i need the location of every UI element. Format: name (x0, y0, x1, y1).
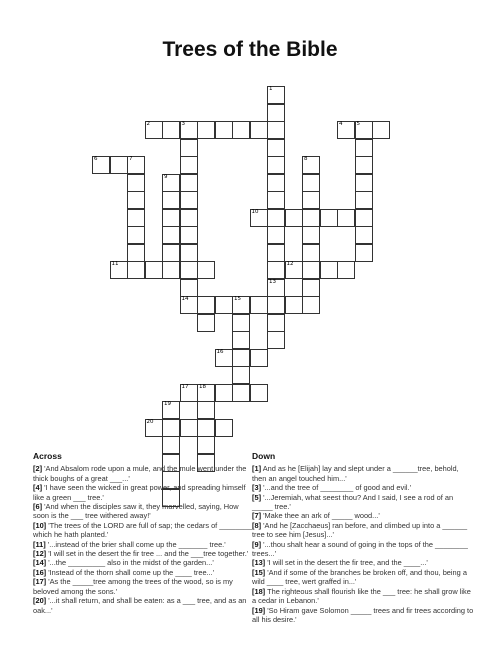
clue-item (252, 606, 474, 625)
grid-cell[interactable] (215, 384, 233, 402)
grid-cell[interactable] (302, 279, 320, 297)
grid-cell[interactable] (180, 419, 198, 437)
grid-cell[interactable] (302, 191, 320, 209)
clue-text: '...Jeremiah, what seest thou? And I said, I see a rod of an _____ tree.' (252, 492, 454, 512)
grid-cell[interactable] (180, 226, 198, 244)
grid-cell[interactable] (215, 121, 233, 139)
clue-text: '...the _________ also in the midst of the garden...' (46, 558, 214, 568)
grid-cell[interactable] (267, 104, 285, 122)
grid-cell[interactable] (355, 121, 373, 139)
clue-item (33, 558, 255, 567)
grid-cell[interactable] (302, 156, 320, 174)
clue-text: '...and the tree of ________ of good and evil.' (261, 483, 411, 493)
clue-num: [12] (33, 549, 47, 559)
grid-cell[interactable] (267, 139, 285, 157)
clue-text: 'And if some of the branches be broken off, and thou, being a wild ____ tree, wert graffed in...' (252, 567, 467, 587)
clue-text: '...it shall return, and shall be eaten: as a ___ tree, and as an oak...' (33, 596, 247, 615)
grid-cell[interactable] (267, 261, 285, 279)
clue-item (252, 493, 474, 512)
grid-cell[interactable] (180, 156, 198, 174)
grid-cell[interactable] (250, 121, 268, 139)
down-clues (252, 452, 474, 624)
clue-number: 11 (111, 261, 119, 267)
grid-cell[interactable] (267, 191, 285, 209)
clue-num: [19] (252, 605, 266, 615)
clue-number: 4 (339, 121, 343, 127)
clue-text: 'I will set in the desert the fir tree, and the ____...' (265, 558, 428, 568)
grid-cell[interactable] (127, 261, 145, 279)
clue-text: And as he [Elijah] lay and slept under a ______tree, behold, then an angel touched him...' (252, 464, 459, 483)
grid-cell[interactable] (127, 226, 145, 244)
grid-cell[interactable] (337, 209, 355, 227)
grid-cell[interactable] (162, 261, 180, 279)
grid-cell[interactable] (285, 261, 303, 279)
grid-cell[interactable] (145, 419, 163, 437)
grid-cell[interactable] (320, 261, 338, 279)
grid-cell[interactable] (302, 244, 320, 262)
clue-num: [4] (33, 483, 43, 493)
grid-cell[interactable] (250, 349, 268, 367)
grid-cell[interactable] (372, 121, 390, 139)
grid-cell[interactable] (197, 314, 215, 332)
grid-cell[interactable] (285, 209, 303, 227)
grid-cell[interactable] (267, 226, 285, 244)
grid-cell[interactable] (180, 174, 198, 192)
grid-cell[interactable] (232, 121, 250, 139)
clue-number: 15 (234, 296, 241, 302)
grid-cell[interactable] (267, 279, 285, 297)
clue-num: [14] (33, 558, 47, 568)
grid-cell[interactable] (250, 384, 268, 402)
clue-text: 'So Hiram gave Solomon _____ trees and fir trees according to all his desire.' (252, 605, 474, 624)
grid-cell[interactable] (267, 174, 285, 192)
grid-cell[interactable] (232, 349, 250, 367)
across-clue-list (33, 464, 255, 615)
clue-num: [15] (252, 567, 266, 577)
clue-text: The righteous shall flourish like the ___ tree: he shall grow like a cedar in Lebanon.' (252, 586, 471, 606)
grid-cell[interactable] (267, 314, 285, 332)
grid-cell[interactable] (232, 314, 250, 332)
clue-item (252, 521, 474, 540)
grid-cell[interactable] (250, 296, 268, 314)
grid-cell[interactable] (267, 209, 285, 227)
grid-cell[interactable] (232, 331, 250, 349)
clue-number: 16 (216, 348, 224, 355)
clue-num: [1] (252, 464, 262, 474)
clue-num: [6] (33, 502, 43, 512)
clue-text: 'And when the disciples saw it, they marvelled, saying, How soon is the ___ tree withered away!' (33, 502, 239, 521)
clue-text: 'The trees of the LORD are full of sap; the cedars of ________, which he hath planted.' (33, 520, 255, 540)
grid-cell[interactable] (197, 384, 215, 402)
clue-number: 20 (146, 418, 154, 425)
grid-cell[interactable] (180, 384, 198, 402)
grid-cell[interactable] (302, 226, 320, 244)
grid-cell[interactable] (180, 191, 198, 209)
clue-item (252, 587, 474, 606)
clue-item (252, 568, 474, 587)
clue-number: 6 (94, 156, 98, 162)
grid-cell[interactable] (285, 296, 303, 314)
clue-item (33, 502, 255, 521)
grid-cell[interactable] (355, 226, 373, 244)
down-heading: Down (252, 451, 276, 461)
grid-cell[interactable] (250, 209, 268, 227)
grid-cell[interactable] (162, 244, 180, 262)
grid-cell[interactable] (110, 156, 128, 174)
clue-item (33, 464, 255, 483)
grid-cell[interactable] (355, 209, 373, 227)
grid-cell[interactable] (92, 156, 110, 174)
grid-cell[interactable] (162, 191, 180, 209)
clue-number: 5 (356, 121, 360, 127)
grid-cell[interactable] (127, 191, 145, 209)
across-clues (33, 452, 255, 615)
grid-cell[interactable] (145, 121, 163, 139)
grid-cell[interactable] (127, 244, 145, 262)
clue-item (252, 511, 474, 520)
clue-text: 'And he [Zacchaeus] ran before, and climbed up into a ______ tree to see him [Jesus]...' (252, 520, 468, 540)
grid-cell[interactable] (267, 244, 285, 262)
grid-cell[interactable] (197, 296, 215, 314)
puzzle-title: Trees of the Bible (162, 38, 338, 61)
grid-cell[interactable] (197, 261, 215, 279)
grid-cell[interactable] (355, 174, 373, 192)
grid-cell[interactable] (232, 296, 250, 314)
clue-number: 17 (181, 383, 189, 390)
clue-number: 2 (146, 121, 150, 127)
grid-cell[interactable] (267, 156, 285, 174)
clue-item (252, 540, 474, 559)
grid-cell[interactable] (215, 296, 233, 314)
clue-num: [13] (252, 558, 266, 568)
grid-cell[interactable] (355, 191, 373, 209)
clue-item (33, 596, 255, 615)
clue-item (33, 540, 255, 549)
clue-number: 12 (286, 261, 294, 267)
clue-text: '...thou shalt hear a sound of going in the tops of the ________ trees...' (252, 539, 468, 559)
clue-number: 13 (269, 278, 276, 285)
clue-num: [3] (252, 483, 262, 493)
clue-num: [8] (252, 520, 262, 530)
grid-cell[interactable] (162, 401, 180, 419)
grid-cell[interactable] (355, 139, 373, 157)
clue-num: [20] (33, 596, 47, 606)
clue-text: 'I have seen the wicked in great power, and spreading himself like a green ___ tree.' (33, 483, 246, 502)
clue-num: [7] (252, 511, 262, 521)
clue-num: [17] (33, 577, 47, 587)
clue-num: [11] (33, 539, 46, 549)
clue-item (33, 577, 255, 596)
grid-cell[interactable] (215, 419, 233, 437)
grid-cell[interactable] (180, 261, 198, 279)
clue-num: [16] (33, 567, 47, 577)
grid-cell[interactable] (110, 261, 128, 279)
grid-cell[interactable] (267, 121, 285, 139)
across-heading: Across (33, 451, 62, 461)
grid-cell[interactable] (162, 174, 180, 192)
grid-cell[interactable] (180, 244, 198, 262)
clue-number: 7 (129, 156, 133, 162)
grid-cell[interactable] (197, 419, 215, 437)
grid-cell[interactable] (197, 401, 215, 419)
clue-number: 9 (164, 173, 168, 180)
clue-text: 'Make thee an ark of _____ wood...' (261, 511, 380, 521)
clue-item (33, 568, 255, 577)
clue-number: 19 (164, 401, 171, 407)
grid-cell[interactable] (180, 139, 198, 157)
clue-num: [18] (252, 586, 266, 596)
grid-cell[interactable] (145, 261, 163, 279)
clue-number: 3 (181, 121, 185, 127)
grid-cell[interactable] (267, 331, 285, 349)
grid-cell[interactable] (302, 174, 320, 192)
grid-cell[interactable] (355, 156, 373, 174)
clue-number: 8 (304, 156, 308, 162)
clue-num: [2] (33, 464, 43, 474)
grid-cell[interactable] (267, 296, 285, 314)
grid-cell[interactable] (302, 209, 320, 227)
grid-cell[interactable] (162, 209, 180, 227)
clue-num: [10] (33, 520, 47, 530)
grid-cell[interactable] (215, 349, 233, 367)
clue-num: [5] (252, 492, 262, 502)
clue-item (252, 483, 474, 492)
grid-cell[interactable] (180, 279, 198, 297)
grid-cell[interactable] (337, 121, 355, 139)
grid-cell[interactable] (162, 121, 180, 139)
grid-cell[interactable] (302, 261, 320, 279)
clue-number: 1 (269, 86, 273, 92)
down-clue-list (252, 464, 474, 624)
grid-cell[interactable] (337, 261, 355, 279)
clue-num: [9] (252, 539, 262, 549)
clue-text: 'And Absalom rode upon a mule, and the mule went under the thick boughs of a great ___...' (33, 464, 247, 483)
grid-cell[interactable] (162, 226, 180, 244)
grid-cell[interactable] (267, 86, 285, 104)
grid-cell[interactable] (320, 209, 338, 227)
grid-cell[interactable] (197, 121, 215, 139)
clue-number: 18 (199, 383, 206, 390)
clue-item (33, 549, 255, 558)
grid-cell[interactable] (127, 174, 145, 192)
clue-number: 14 (181, 296, 189, 302)
grid-cell[interactable] (302, 296, 320, 314)
clue-text: '...instead of the brier shall come up the _______ tree.' (45, 539, 226, 549)
grid-cell[interactable] (232, 384, 250, 402)
clue-item (33, 483, 255, 502)
grid-cell[interactable] (232, 366, 250, 384)
clue-text: 'I will set in the desert the fir tree ... and the ___tree together.' (46, 549, 249, 559)
clue-text: 'Instead of the thorn shall come up the ____ tree...' (46, 567, 215, 577)
grid-cell[interactable] (180, 296, 198, 314)
clue-item (252, 464, 474, 483)
grid-cell[interactable] (180, 121, 198, 139)
clue-item (33, 521, 255, 540)
grid-cell[interactable] (127, 156, 145, 174)
clue-item (252, 558, 474, 567)
clue-number: 10 (251, 208, 259, 215)
clue-text: 'As the _____tree among the trees of the wood, so is my beloved among the sons.' (33, 577, 233, 596)
grid-cell[interactable] (127, 209, 145, 227)
grid-cell[interactable] (355, 244, 373, 262)
grid-cell[interactable] (180, 209, 198, 227)
grid-cell[interactable] (162, 419, 180, 437)
